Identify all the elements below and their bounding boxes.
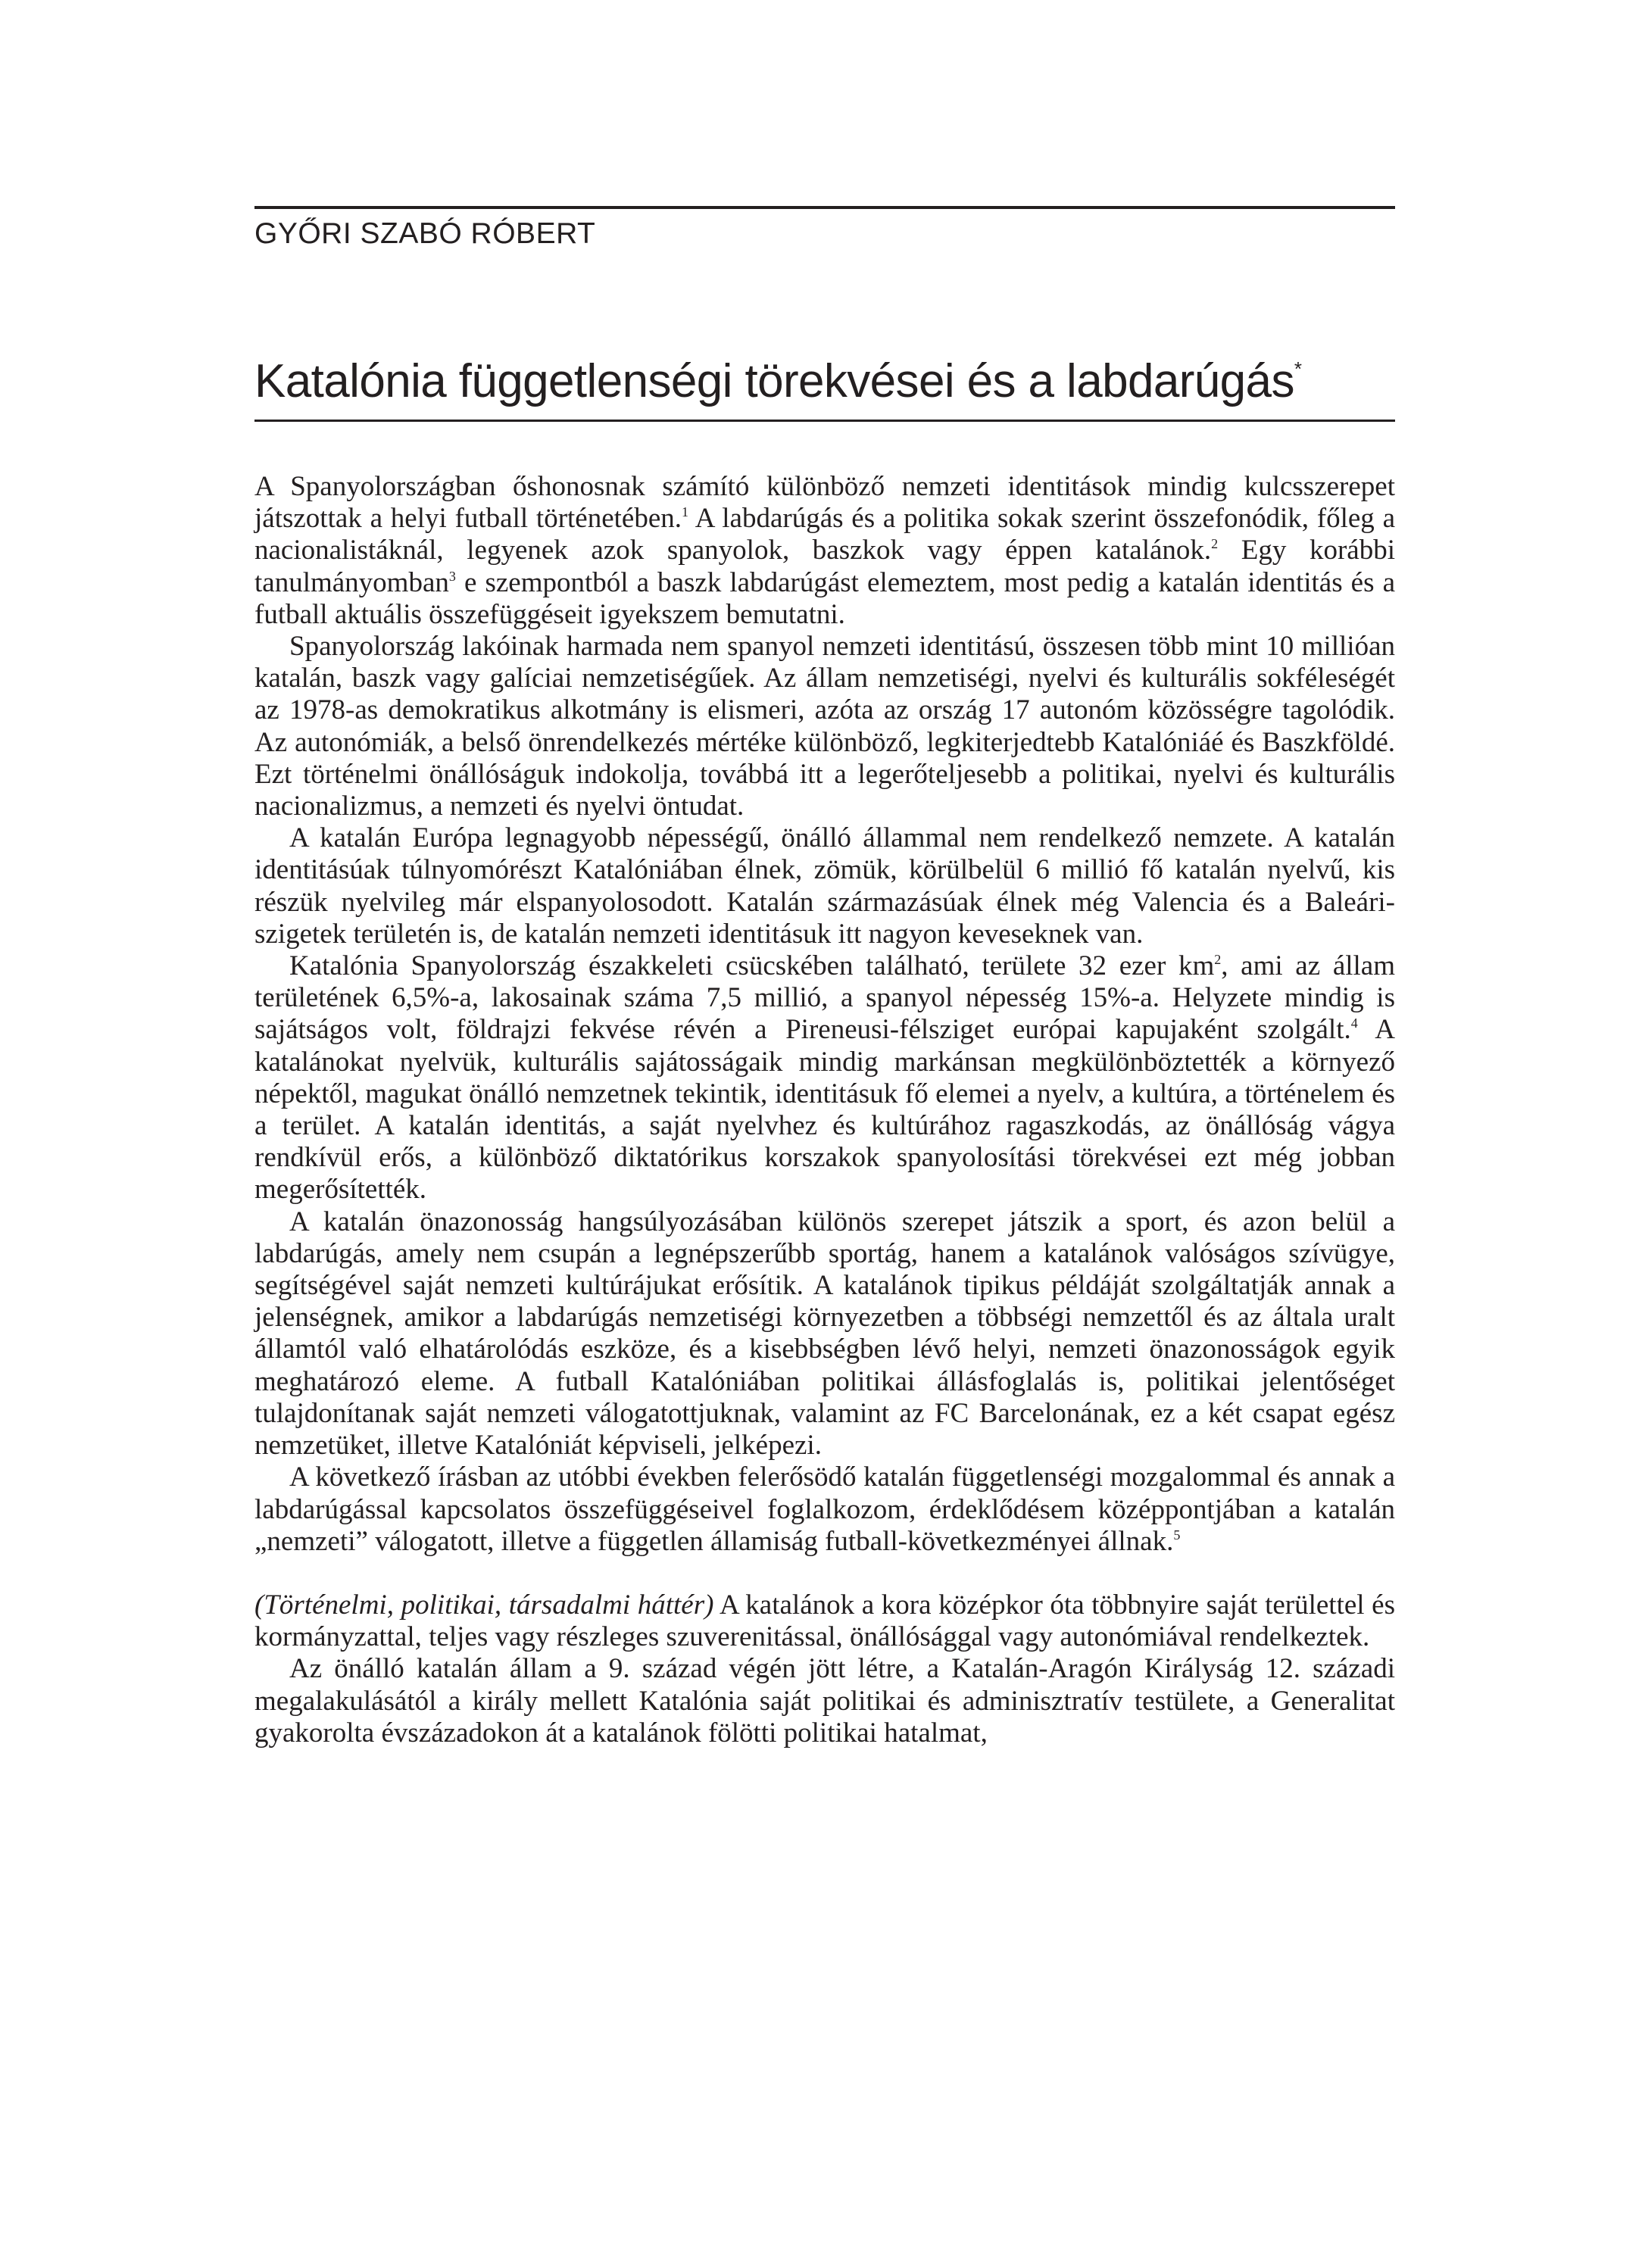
article-title-text: Katalónia függetlenségi törekvései és a labdarúgás [254,355,1294,407]
paragraph-7-text: A katalánok a kora középkor óta többnyire saját területtel és kormányzattal, teljes vagy részleges szuverenitással, önállósággal vagy autonómiával rendelkeztek. [254,1589,1395,1653]
title-footnote-marker: * [1294,357,1302,380]
paragraph-3: A katalán Európa legnagyobb népességű, önálló állammal nem rendelkező nemzete. A katalán identitásúak túlnyomórészt Katalóniában élnek, zömük, körülbelül 6 millió fő katalán nyelvű, kis részük nyelvileg már elspanyolosodott. Katalán származásúak élnek még Valencia és a Baleári-szigetek területén is, de katalán nemzeti identitásuk itt nagyon keveseknek van. [254,822,1395,950]
footnote-ref-5: 5 [1173,1527,1181,1543]
article-title [254,354,1301,409]
article-body [254,471,1395,1749]
paragraph-4-text-a: Katalónia Spanyolország északkeleti csücskében található, területe 32 ezer km [289,950,1215,982]
paragraph-6 [254,1462,1395,1558]
paragraph-1-text-a: A Spanyolországban őshonosnak számító különböző nemzeti identitások mindig kulcsszerepet játszottak a helyi futball történetében. [254,471,1395,535]
paragraph-4 [254,950,1395,1206]
author-name: GYŐRI SZABÓ RÓBERT [254,217,596,250]
footnote-ref-4: 4 [1350,1015,1358,1031]
paragraph-6-text: A következő írásban az utóbbi években felerősödő katalán függetlenségi mozgalommal és annak a labdarúgással kapcsolatos összefüggéseivel foglalkozom, érdeklődésem középpontjában a katalán „nemzeti” válogatott, illetve a független államiság futball-következményei állnak. [254,1462,1395,1557]
footnote-ref-3: 3 [448,568,456,584]
paragraph-7 [254,1589,1395,1653]
header-rule [254,206,1395,209]
superscript-squared: 2 [1214,952,1222,968]
paragraph-1-text-c: Egy korábbi tanulmányomban [254,535,1395,598]
footnote-ref-2: 2 [1211,536,1219,552]
paragraph-1 [254,471,1395,631]
paragraph-2: Spanyolország lakóinak harmada nem spanyol nemzeti identitású, összesen több mint 10 millióan katalán, baszk vagy galíciai nemzetiségűek. Az állam nemzetiségi, nyelvi és kulturális sokféleségét az 1978-as demokratikus alkotmány is elismeri, azóta az ország 17 autonóm közösségre tagolódik. Az autonómiák, a belső önrendelkezés mértéke különböző, legkiterjedtebb Katalóniáé és Baszkföldé. Ezt történelmi önállóságuk indokolja, továbbá itt a legerőteljesebb a politikai, nyelvi és kulturális nacionalizmus, a nemzeti és nyelvi öntudat. [254,631,1395,822]
paragraph-4-text-c: A katalánokat nyelvük, kulturális sajátosságaik mindig markánsan megkülönböztették a környező népektől, magukat önálló nemzetnek tekintik, identitásuk fő elemei a nyelv, a kultúra, a történelem és a terület. A katalán identitás, a saját nyelvhez és kultúrához ragaszkodás, az önállóság vágya rendkívül erős, a különböző diktatórikus korszakok spanyolosítási törekvései ezt még jobban megerősítették. [254,1014,1395,1206]
paragraph-1-text-b: A labdarúgás és a politika sokak szerint összefonódik, főleg a nacionalistáknál, legyenek azok spanyolok, baszkok vagy éppen katalánok. [254,503,1395,566]
title-rule [254,420,1395,422]
footnote-ref-1: 1 [682,504,689,520]
section-heading-inline: (Történelmi, politikai, társadalmi háttér) [254,1589,714,1621]
paragraph-8: Az önálló katalán állam a 9. század végén jött létre, a Katalán-Aragón Királyság 12. századi megalakulásától a király mellett Katalónia saját politikai és adminisztratív testülete, a Generalitat gyakorolta évszázadokon át a katalánok fölötti politikai hatalmat, [254,1653,1395,1749]
paragraph-5: A katalán önazonosság hangsúlyozásában különös szerepet játszik a sport, és azon belül a labdarúgás, amely nem csupán a legnépszerűbb sportág, hanem a katalánok valóságos szívügye, segítségével saját nemzeti kultúrájukat erősítik. A katalánok tipikus példáját szolgáltatják annak a jelenségnek, amikor a labdarúgás nemzetiségi környezetben a többségi nemzettől és az általa uralt államtól való elhatárolódás eszköze, és a kisebbségben lévő helyi, nemzeti önazonosságok egyik meghatározó eleme. A futball Katalóniában politikai állásfoglalás is, politikai jelentőséget tulajdonítanak saját nemzeti válogatottjuknak, valamint az FC Barcelonának, ez a két csapat egész nemzetüket, illetve Katalóniát képviseli, jelképezi. [254,1206,1395,1462]
paragraph-1-text-d: e szempontból a baszk labdarúgást elemeztem, most pedig a katalán identitás és a futball aktuális összefüggéseit igyekszem bemutatni. [254,566,1395,630]
page [254,0,1395,2268]
paragraph-4-text-b: , ami az állam területének 6,5%-a, lakosainak száma 7,5 millió, a spanyol népesség 15%-a. Helyzete mindig is sajátságos volt, földrajzi fekvése révén a Pireneusi-félsziget európai kapujaként szolgált. [254,950,1395,1046]
